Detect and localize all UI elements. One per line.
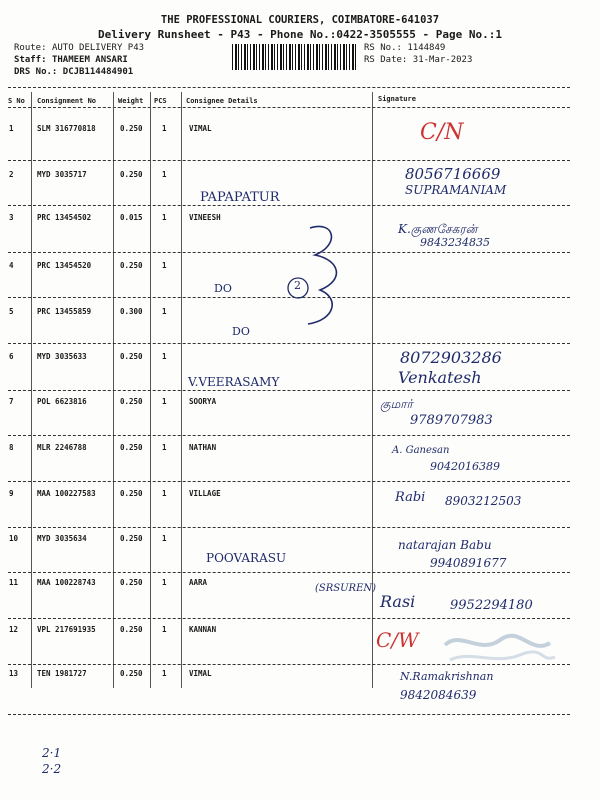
row-consignment: MYD 3035634 (37, 534, 87, 543)
staff-line (14, 55, 128, 65)
row-weight: 0.250 (120, 625, 143, 634)
row-weight: 0.250 (120, 124, 143, 133)
handwritten-row3-name: K.குணசேகரன் (398, 222, 478, 236)
row-consignee: NATHAN (189, 443, 217, 452)
drs-value: DCJB114484901 (62, 67, 134, 77)
handwritten-row13-signature: N.Ramakrishnan (400, 670, 494, 683)
row-sno: 7 (9, 397, 14, 406)
row-consignment: PRC 13454502 (37, 213, 92, 222)
row-rule (8, 390, 570, 391)
row-pcs: 1 (162, 213, 167, 222)
row-consignment: VPL 217691935 (37, 625, 96, 634)
row-weight: 0.250 (120, 352, 143, 361)
handwritten-row2-name: SUPRAMANIAM (405, 183, 507, 197)
row-consignment: PRC 13455859 (37, 307, 92, 316)
row-weight: 0.250 (120, 489, 143, 498)
col-sno: S No (8, 97, 25, 105)
rs-no-line (364, 43, 445, 53)
row-sno: 3 (9, 213, 14, 222)
row-pcs: 1 (162, 534, 167, 543)
col-signature: Signature (378, 95, 416, 103)
drs-line (14, 67, 133, 77)
row-sno: 6 (9, 352, 14, 361)
handwritten-row10-signature: natarajan Babu (398, 538, 492, 552)
row-pcs: 1 (162, 489, 167, 498)
col-consignment: Consignment No (37, 97, 97, 105)
row-consignment: MLR 2246788 (37, 443, 87, 452)
row-pcs: 1 (162, 625, 167, 634)
route-value: AUTO DELIVERY P43 (51, 43, 145, 53)
handwritten-row7-signature: குமார் (380, 397, 413, 411)
handwritten-row9-phone: 8903212503 (445, 494, 522, 508)
row-rule (8, 205, 570, 206)
runsheet-title: Delivery Runsheet - P43 - Phone No.:0422-3505555 - Page No.:1 (98, 28, 502, 41)
row-consignee: VIMAL (189, 669, 212, 678)
rs-date-value: 31-Mar-2023 (412, 55, 473, 65)
handwritten-ditto-2: DO (232, 325, 250, 338)
row-weight: 0.250 (120, 261, 143, 270)
row-consignment: MAA 100228743 (37, 578, 96, 587)
row-sno: 2 (9, 170, 14, 179)
handwritten-row11-phone: 9952294180 (450, 598, 533, 613)
row-consignee: VINEESH (189, 213, 221, 222)
row-consignment: PRC 13454520 (37, 261, 92, 270)
row-consignment: MYD 3035633 (37, 352, 87, 361)
handwritten-row6-phone: 8072903286 (400, 348, 502, 367)
handwritten-row7-phone: 9789707983 (410, 413, 493, 428)
row-consignee: SOORYA (189, 397, 217, 406)
row-weight: 0.300 (120, 307, 143, 316)
handwritten-cw-1: C/N (420, 120, 464, 145)
row-pcs: 1 (162, 397, 167, 406)
handwritten-row10-phone: 9940891677 (430, 556, 507, 570)
ditto-scribble (280, 220, 350, 330)
row-rule (8, 435, 570, 436)
col-weight: Weight (118, 97, 144, 105)
row-sno: 11 (9, 578, 19, 587)
row-weight: 0.250 (120, 170, 143, 179)
row-sno: 1 (9, 124, 14, 133)
col-pcs: PCS (154, 97, 167, 105)
handwritten-veerasamy: V.VEERASAMY (188, 375, 280, 389)
row-rule (8, 618, 570, 619)
row-pcs: 1 (162, 170, 167, 179)
row-pcs: 1 (162, 307, 167, 316)
row-consignee: VIMAL (189, 124, 212, 133)
row-sno: 10 (9, 534, 19, 543)
handwritten-ditto-1: DO (214, 282, 232, 295)
row-consignee: VILLAGE (189, 489, 221, 498)
handwritten-row9-signature: Rabi (395, 490, 426, 505)
row-sno: 4 (9, 261, 14, 270)
rs-no-label: RS No.: (364, 43, 402, 53)
row-pcs: 1 (162, 124, 167, 133)
handwritten-row13-phone: 9842084639 (400, 688, 477, 702)
handwritten-cw-2: C/W (376, 628, 419, 652)
row-pcs: 1 (162, 443, 167, 452)
row-pcs: 1 (162, 261, 167, 270)
row-pcs: 1 (162, 669, 167, 678)
barcode (232, 44, 356, 70)
handwritten-poovarasu: POOVARASU (206, 551, 287, 565)
handwritten-circle-number: 2 (294, 279, 301, 292)
row-consignment: MAA 100227583 (37, 489, 96, 498)
row-consignment: MYD 3035717 (37, 170, 87, 179)
handwritten-row11-signature: Rasi (380, 592, 416, 611)
rs-date-label: RS Date: (364, 55, 408, 65)
handwritten-row6-signature: Venkatesh (398, 368, 482, 387)
handwritten-row8-name: A. Ganesan (392, 445, 450, 456)
handwritten-margin-note: 2·1 2·2 (42, 746, 62, 776)
row-weight: 0.015 (120, 213, 143, 222)
handwritten-row3-phone: 9843234835 (420, 236, 490, 249)
drs-label: DRS No.: (14, 67, 58, 77)
handwritten-papapatur: PAPAPATUR (200, 190, 280, 205)
row-consignee: KANNAN (189, 625, 217, 634)
row-consignment: TEN 1981727 (37, 669, 87, 678)
row-weight: 0.250 (120, 534, 143, 543)
row-rule (8, 714, 570, 715)
handwritten-row2-phone: 8056716669 (405, 165, 501, 183)
row-weight: 0.250 (120, 669, 143, 678)
handwritten-ditto-3 (222, 308, 224, 309)
row-rule (8, 481, 570, 482)
rs-date-line (364, 55, 472, 65)
row-pcs: 1 (162, 578, 167, 587)
row-pcs: 1 (162, 352, 167, 361)
handwritten-row8-phone: 9042016389 (430, 460, 500, 473)
row-rule (8, 343, 570, 344)
row-rule (8, 527, 570, 528)
rs-no-value: 1144849 (407, 43, 446, 53)
row-rule (8, 572, 570, 573)
row-sno: 13 (9, 669, 19, 678)
row-rule (8, 160, 570, 161)
row-weight: 0.250 (120, 443, 143, 452)
row-sno: 9 (9, 489, 14, 498)
header-top-rule (8, 87, 570, 88)
row-consignment: SLM 316770818 (37, 124, 96, 133)
handwritten-row11-note: (SRSUREN) (315, 583, 377, 594)
row-weight: 0.250 (120, 578, 143, 587)
row-weight: 0.250 (120, 397, 143, 406)
row-sno: 5 (9, 307, 14, 316)
header-bottom-rule (8, 107, 570, 108)
row-sno: 8 (9, 443, 14, 452)
faded-stamp-scribble (440, 625, 560, 670)
staff-value: THAMEEM ANSARI (51, 55, 128, 65)
staff-label: Staff: (14, 55, 47, 65)
route-line (14, 43, 144, 53)
row-consignee: AARA (189, 578, 208, 587)
route-label: Route: (14, 43, 47, 53)
company-title: THE PROFESSIONAL COURIERS, COIMBATORE-641037 (160, 14, 440, 26)
row-consignment: POL 6623816 (37, 397, 87, 406)
col-consignee: Consignee Details (186, 97, 258, 105)
row-sno: 12 (9, 625, 19, 634)
